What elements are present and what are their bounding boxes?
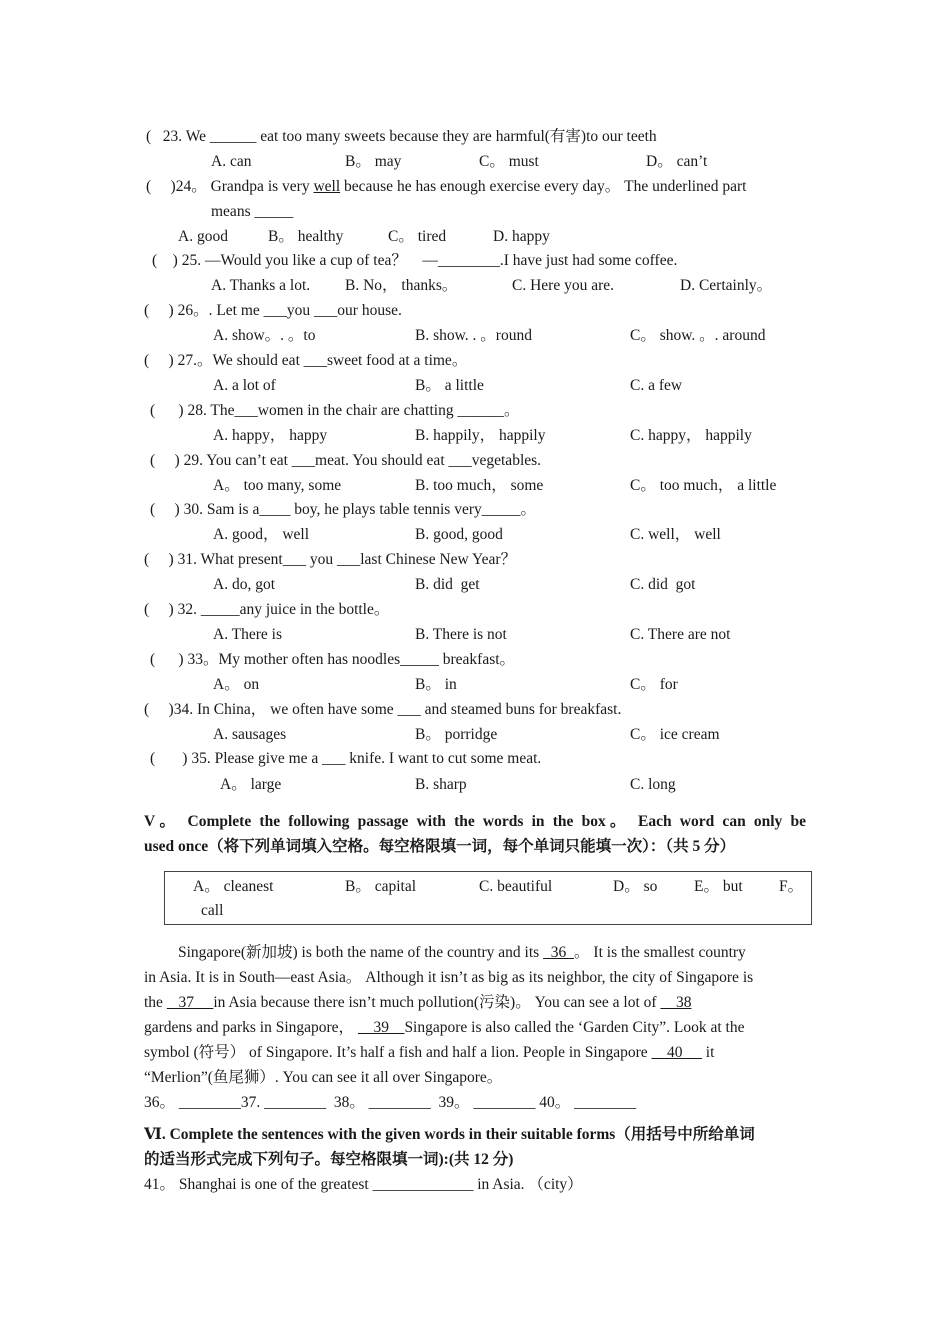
passage-text: in Asia because there isn’t much pollution(污染)。 You can see a lot of bbox=[213, 994, 661, 1011]
passage-text: Singapore is also called the ‘Garden City”. Look at the bbox=[404, 1019, 745, 1036]
q33-option-a: A。 on bbox=[213, 676, 260, 693]
answer-blanks-36-40: 36。 ________37. ________ 38。 ________ 39。 ________ 40。 ________ bbox=[144, 1094, 637, 1111]
q28-option-c: C. happy， happily bbox=[630, 427, 752, 444]
q23-option-c: C。 must bbox=[479, 153, 539, 170]
word-option-a: A。 cleanest bbox=[193, 878, 274, 895]
question-28: ( ) 28. The___women in the chair are chatting ______。 bbox=[150, 402, 520, 419]
passage-line-2: in Asia. It is in South—east Asia。 Although it isn’t as big as its neighbor, the city of Singapore is bbox=[144, 969, 754, 986]
question-34: ( )34. In China， we often have some ___ and steamed buns for breakfast. bbox=[144, 701, 622, 718]
word-option-f-word: call bbox=[201, 902, 224, 919]
question-32: ( ) 32. _____any juice in the bottle。 bbox=[144, 601, 390, 618]
q34-option-a: A. sausages bbox=[213, 726, 287, 743]
blank-37: 37 bbox=[166, 994, 214, 1011]
question-29: ( ) 29. You can’t eat ___meat. You should eat ___vegetables. bbox=[150, 452, 542, 469]
passage-text: gardens and parks in Singapore， bbox=[144, 1019, 358, 1036]
q34-option-b: B。 porridge bbox=[415, 726, 498, 743]
q28-option-a: A. happy， happy bbox=[213, 427, 328, 444]
q25-option-b: B. No， thanks。 bbox=[345, 277, 458, 294]
q25-option-a: A. Thanks a lot. bbox=[211, 277, 311, 294]
q32-option-b: B. There is not bbox=[415, 626, 507, 643]
q30-option-a: A. good， well bbox=[213, 526, 310, 543]
q26-option-c: C。 show. 。. around bbox=[630, 327, 766, 344]
q24-option-c: C。 tired bbox=[388, 228, 447, 245]
q32-option-c: C. There are not bbox=[630, 626, 731, 643]
question-31: ( ) 31. What present___ you ___last Chinese New Year？ bbox=[144, 551, 517, 568]
passage-text: symbol (符号） of Singapore. It’s half a fish and half a lion. People in Singapore bbox=[144, 1044, 652, 1061]
question-41: 41。 Shanghai is one of the greatest _____________ in Asia. （city） bbox=[144, 1176, 583, 1193]
q33-option-b: B。 in bbox=[415, 676, 457, 693]
q31-option-a: A. do, got bbox=[213, 576, 275, 593]
passage-text: Singapore(新加坡) is both the name of the country and its bbox=[178, 944, 544, 961]
q34-option-c: C。 ice cream bbox=[630, 726, 720, 743]
blank-40: 40 bbox=[651, 1044, 702, 1061]
question-26: ( ) 26。. Let me ___you ___our house. bbox=[144, 302, 402, 319]
q26-option-b: B. show. . 。round bbox=[415, 327, 532, 344]
q23-option-a: A. can bbox=[211, 153, 252, 170]
q35-option-b: B. sharp bbox=[415, 776, 467, 793]
passage-line-3 bbox=[144, 993, 691, 1013]
q26-option-a: A. show。. 。to bbox=[213, 327, 316, 344]
word-option-b: B。 capital bbox=[345, 878, 417, 895]
q32-option-a: A. There is bbox=[213, 626, 283, 643]
question-35: ( ) 35. Please give me a ___ knife. I want to cut some meat. bbox=[150, 750, 542, 767]
q24-option-d: D. happy bbox=[493, 228, 550, 245]
word-option-c: C. beautiful bbox=[479, 878, 553, 895]
section-6-heading-continued: 的适当形式完成下列句子。每空格限填一词):(共 12 分) bbox=[144, 1151, 514, 1168]
passage-text: it bbox=[701, 1044, 715, 1061]
word-option-d: D。 so bbox=[613, 878, 658, 895]
passage-line-1 bbox=[178, 943, 746, 963]
q24-underlined-word: well bbox=[313, 178, 341, 195]
q24-option-a: A. good bbox=[178, 228, 228, 245]
question-27: ( ) 27.。We should eat ___sweet food at a time。 bbox=[144, 352, 468, 369]
q24-text-post: because he has enough exercise every day。 The underlined part bbox=[340, 178, 747, 195]
q23-option-b: B。 may bbox=[345, 153, 402, 170]
question-30: ( ) 30. Sam is a____ boy, he plays table tennis very_____。 bbox=[150, 501, 537, 518]
passage-line-4 bbox=[144, 1018, 744, 1038]
question-24-continued: means _____ bbox=[211, 203, 294, 220]
section-5-heading: V。 Complete the following passage with the words in the box。 Each word can only be bbox=[144, 813, 806, 830]
q28-option-b: B. happily， happily bbox=[415, 427, 546, 444]
question-25: ( ) 25. —Would you like a cup of tea？ —________.I have just had some coffee. bbox=[152, 252, 678, 269]
blank-39: 39 bbox=[357, 1019, 405, 1036]
q27-option-a: A. a lot of bbox=[213, 377, 276, 394]
q29-option-a: A。 too many, some bbox=[213, 477, 342, 494]
q31-option-b: B. did get bbox=[415, 576, 480, 593]
q25-option-d: D. Certainly。 bbox=[680, 277, 773, 294]
question-33: ( ) 33。My mother often has noodles_____ breakfast。 bbox=[150, 651, 516, 668]
section-6-heading: Ⅵ. Complete the sentences with the given words in their suitable forms（用括号中所给单词 bbox=[144, 1126, 755, 1143]
blank-36: 36 bbox=[543, 944, 575, 961]
q35-option-a: A。 large bbox=[220, 776, 282, 793]
blank-38: 38 bbox=[660, 994, 692, 1011]
question-24 bbox=[146, 177, 746, 197]
word-option-e: E。 but bbox=[694, 878, 743, 895]
q29-option-c: C。 too much， a little bbox=[630, 477, 777, 494]
passage-text: 。 It is the smallest country bbox=[574, 944, 746, 961]
passage-line-6: “Merlion”(鱼尾狮）. You can see it all over Singapore。 bbox=[144, 1069, 503, 1086]
q31-option-c: C. did got bbox=[630, 576, 696, 593]
q27-option-c: C. a few bbox=[630, 377, 683, 394]
word-option-f: F。 bbox=[779, 878, 804, 895]
q24-text-pre: ( )24。 Grandpa is very bbox=[146, 178, 314, 195]
q29-option-b: B. too much， some bbox=[415, 477, 544, 494]
question-23: ( 23. We ______ eat too many sweets because they are harmful(有害)to our teeth bbox=[146, 128, 657, 145]
q24-option-b: B。 healthy bbox=[268, 228, 344, 245]
q30-option-c: C. well， well bbox=[630, 526, 721, 543]
q30-option-b: B. good, good bbox=[415, 526, 503, 543]
q35-option-c: C. long bbox=[630, 776, 676, 793]
q23-option-d: D。 can’t bbox=[646, 153, 708, 170]
q25-option-c: C. Here you are. bbox=[512, 277, 614, 294]
passage-text: the bbox=[144, 994, 167, 1011]
q27-option-b: B。 a little bbox=[415, 377, 484, 394]
q33-option-c: C。 for bbox=[630, 676, 678, 693]
passage-line-5 bbox=[144, 1043, 714, 1063]
section-5-heading-continued: used once（将下列单词填入空格。每空格限填一词，每个单词只能填一次）：（共 5 分） bbox=[144, 838, 736, 855]
